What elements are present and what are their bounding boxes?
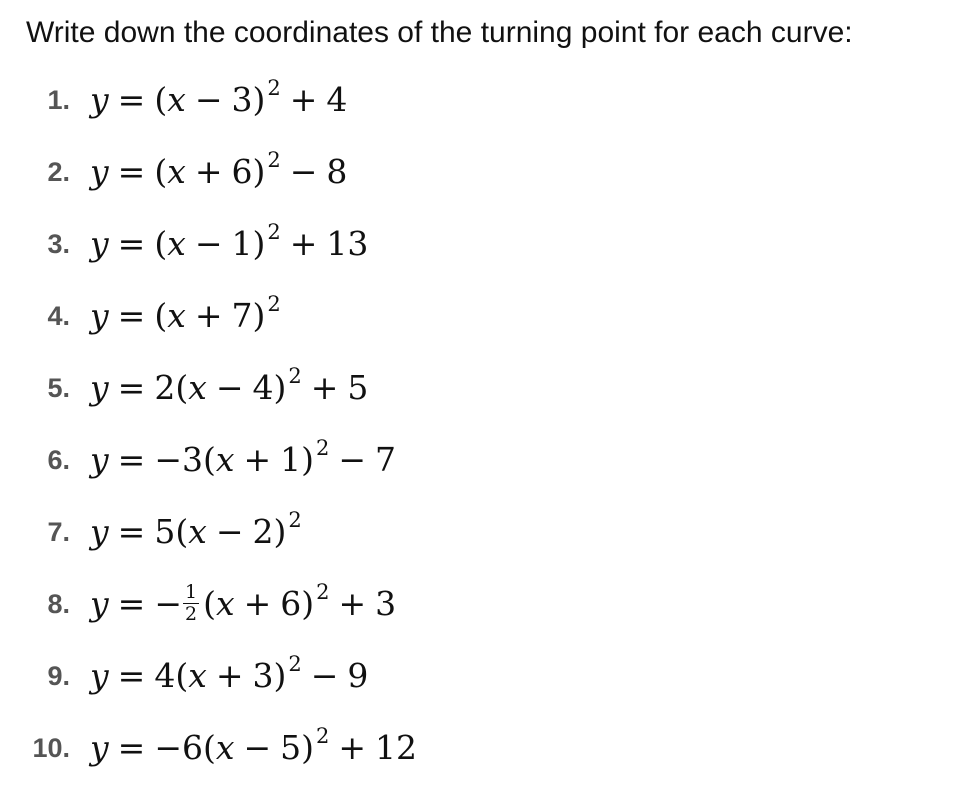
coefficient: 5 <box>154 512 176 551</box>
outer-constant: 8 <box>326 152 348 191</box>
inner-constant: 1 <box>280 440 302 479</box>
equation: $y = -6(x - 5)^2 + 12$ <box>90 724 418 767</box>
inner-sign: − <box>243 728 272 767</box>
outer-sign: + <box>338 584 367 623</box>
list-item <box>0 502 960 562</box>
coefficient: −6 <box>154 728 203 767</box>
list-item <box>0 214 960 274</box>
var-x: x <box>167 80 186 119</box>
var-y: y <box>90 368 109 407</box>
inner-constant: 3 <box>252 656 274 695</box>
equation: y = − $\frac{1}{2}$ $(x + 6)^2 + 3$ <box>90 580 397 625</box>
outer-constant: 9 <box>347 656 369 695</box>
outer-sign: + <box>338 728 367 767</box>
list-item <box>0 646 960 706</box>
equation: $y = -3(x + 1)^2 - 7$ <box>90 436 397 479</box>
outer-sign: − <box>338 440 367 479</box>
item-number: 6. <box>47 445 70 475</box>
fraction <box>183 580 199 625</box>
var-y: y <box>90 584 109 623</box>
inner-constant: 6 <box>280 584 302 623</box>
var-y: y <box>90 80 109 119</box>
exponent: 2 <box>288 364 302 388</box>
list-item <box>0 718 960 778</box>
outer-sign: − <box>310 656 339 695</box>
var-y: y <box>90 728 109 767</box>
equation: $y = (x - 1)^2 + 13$ <box>90 220 369 263</box>
list-item <box>0 286 960 346</box>
var-x: x <box>188 368 207 407</box>
item-number: 9. <box>47 661 70 691</box>
equals-sign: = <box>117 80 146 119</box>
exponent: 2 <box>267 292 281 316</box>
inner-constant: 3 <box>231 80 253 119</box>
list-item <box>0 70 960 130</box>
outer-constant: 12 <box>375 728 418 767</box>
equation: $y = 4(x + 3)^2 - 9$ <box>90 652 369 695</box>
exponent: 2 <box>288 652 302 676</box>
equals-sign: = <box>117 224 146 263</box>
var-x: x <box>215 440 235 479</box>
outer-constant: 4 <box>326 80 348 119</box>
outer-sign: − <box>289 152 318 191</box>
exponent: 2 <box>267 220 281 244</box>
equation: $y = 2(x - 4)^2 + 5$ <box>90 364 369 407</box>
equals-sign: = <box>117 368 146 407</box>
var-x: x <box>167 224 186 263</box>
equals-sign: = <box>117 512 146 551</box>
outer-sign: + <box>289 224 318 263</box>
equals-sign: = <box>117 440 146 479</box>
equals-sign: = <box>117 728 146 767</box>
exponent: 2 <box>267 148 281 172</box>
inner-constant: 1 <box>231 224 253 263</box>
outer-constant: 3 <box>375 584 397 623</box>
outer-constant: 7 <box>375 440 397 479</box>
list-item <box>0 574 960 634</box>
var-y: y <box>90 512 109 551</box>
inner-constant: 4 <box>252 368 274 407</box>
item-number: 5. <box>47 373 70 403</box>
outer-sign: + <box>289 80 318 119</box>
inner-sign: − <box>194 224 223 263</box>
inner-sign: + <box>243 584 272 623</box>
outer-constant: 5 <box>347 368 369 407</box>
exponent: 2 <box>316 580 330 604</box>
inner-constant: 7 <box>231 296 253 335</box>
exponent: 2 <box>316 724 330 748</box>
inner-sign: − <box>215 512 244 551</box>
var-x: x <box>215 584 235 623</box>
exponent: 2 <box>267 76 281 100</box>
var-y: y <box>90 224 109 263</box>
list-item <box>0 142 960 202</box>
item-number: 8. <box>47 589 70 619</box>
equation: $y = 5(x - 2)^2$ <box>90 508 302 551</box>
equation: $y = (x - 3)^2 + 4$ <box>90 76 348 119</box>
equation: $y = (x + 6)^2 - 8$ <box>90 148 348 191</box>
inner-constant: 2 <box>252 512 274 551</box>
coefficient: 4 <box>154 656 176 695</box>
var-x: x <box>188 656 207 695</box>
item-number: 2. <box>47 157 70 187</box>
item-number: 4. <box>47 301 70 331</box>
inner-sign: + <box>243 440 272 479</box>
inner-sign: − <box>194 80 223 119</box>
var-x: x <box>215 728 235 767</box>
equals-sign: = <box>117 584 146 623</box>
var-x: x <box>188 512 207 551</box>
var-x: x <box>167 296 186 335</box>
coefficient: 2 <box>154 368 176 407</box>
exponent: 2 <box>288 508 302 532</box>
coefficient: −3 <box>154 440 203 479</box>
inner-constant: 5 <box>280 728 302 767</box>
inner-sign: + <box>215 656 244 695</box>
fraction-denominator: 2 <box>184 602 198 625</box>
equals-sign: = <box>117 296 146 335</box>
var-y: y <box>90 440 109 479</box>
fraction-numerator: 1 <box>184 580 198 603</box>
inner-sign: + <box>194 152 223 191</box>
equation: $y = (x + 7)^2$ <box>90 292 281 335</box>
var-y: y <box>90 656 109 695</box>
inner-constant: 6 <box>231 152 253 191</box>
item-number: 1. <box>47 85 70 115</box>
equals-sign: = <box>117 152 146 191</box>
item-number: 7. <box>47 517 70 547</box>
outer-constant: 13 <box>326 224 369 263</box>
inner-sign: − <box>215 368 244 407</box>
item-number: 10. <box>32 733 70 763</box>
list-item <box>0 358 960 418</box>
exponent: 2 <box>316 436 330 460</box>
list-item <box>0 430 960 490</box>
equals-sign: = <box>117 656 146 695</box>
page-title: Write down the coordinates of the turning point for each curve: <box>26 16 853 49</box>
coefficient: − <box>154 584 182 623</box>
var-y: y <box>90 296 109 335</box>
var-x: x <box>167 152 186 191</box>
inner-sign: + <box>194 296 223 335</box>
var-y: y <box>90 152 109 191</box>
item-number: 3. <box>47 229 70 259</box>
outer-sign: + <box>310 368 339 407</box>
